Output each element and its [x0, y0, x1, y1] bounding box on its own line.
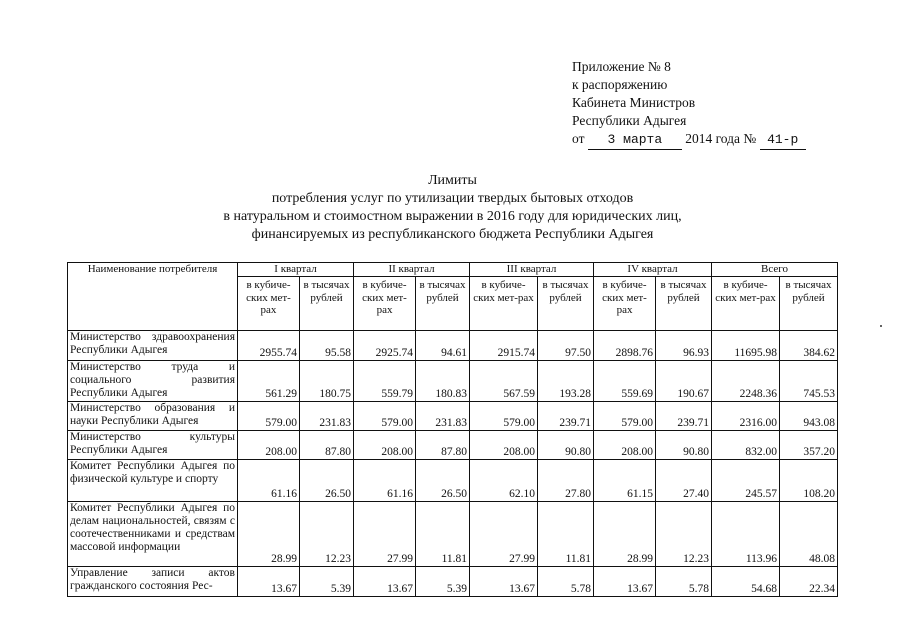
appendix-republic: Республики Адыгея [572, 113, 687, 128]
volume-cell: 28.99 [238, 502, 300, 567]
cost-cell: 11.81 [416, 502, 470, 567]
cost-cell: 94.61 [416, 331, 470, 361]
quarter-header-1: I квартал [238, 263, 354, 277]
volume-cell: 13.67 [238, 567, 300, 597]
table-body [68, 331, 838, 597]
table-row [68, 502, 838, 567]
cost-cell: 5.39 [416, 567, 470, 597]
cost-cell: 357.20 [780, 431, 838, 460]
quarter-header-4: IV квартал [594, 263, 712, 277]
cost-cell: 108.20 [780, 460, 838, 502]
table-row [68, 402, 838, 431]
volume-cell: 208.00 [354, 431, 416, 460]
cost-cell: 12.23 [656, 502, 712, 567]
cost-cell: 96.93 [656, 331, 712, 361]
volume-cell: 559.79 [354, 361, 416, 402]
volume-cell: 579.00 [354, 402, 416, 431]
consumer-name: Министерство культуры Республики Адыгея [68, 431, 238, 460]
cost-cell: 12.23 [300, 502, 354, 567]
volume-cell: 567.59 [470, 361, 538, 402]
volume-cell: 27.99 [354, 502, 416, 567]
unit-header-cost: в тысячах рублей [538, 277, 594, 331]
volume-cell: 2898.76 [594, 331, 656, 361]
cost-cell: 193.28 [538, 361, 594, 402]
consumer-name: Комитет Республики Адыгея по физической культуре и спорту [68, 460, 238, 502]
volume-cell: 2915.74 [470, 331, 538, 361]
cost-cell: 87.80 [416, 431, 470, 460]
unit-header-volume: в кубиче-ских мет-рах [238, 277, 300, 331]
table-row [68, 567, 838, 597]
volume-cell: 11695.98 [712, 331, 780, 361]
appendix-cabinet: Кабинета Министров [572, 95, 696, 110]
document-title [0, 172, 905, 244]
volume-cell: 559.69 [594, 361, 656, 402]
cost-cell: 384.62 [780, 331, 838, 361]
appendix-ref: к распоряжению [572, 77, 668, 92]
cost-cell: 239.71 [656, 402, 712, 431]
cost-cell: 97.50 [538, 331, 594, 361]
cost-cell: 48.08 [780, 502, 838, 567]
appendix-block [572, 58, 806, 150]
cost-cell: 231.83 [300, 402, 354, 431]
cost-cell: 943.08 [780, 402, 838, 431]
cost-cell: 26.50 [416, 460, 470, 502]
unit-header-cost: в тысячах рублей [780, 277, 838, 331]
unit-header-volume: в кубиче-ских мет-рах [594, 277, 656, 331]
title-line-1: Лимиты [428, 173, 477, 188]
cost-cell: 745.53 [780, 361, 838, 402]
consumer-name: Министерство образования и науки Республики Адыгея [68, 402, 238, 431]
consumer-name: Управление записи актов гражданского состояния Рес- [68, 567, 238, 597]
quarter-header-3: III квартал [470, 263, 594, 277]
cost-cell: 95.58 [300, 331, 354, 361]
volume-cell: 61.16 [354, 460, 416, 502]
volume-cell: 28.99 [594, 502, 656, 567]
unit-header-volume: в кубиче-ских мет-рах [354, 277, 416, 331]
order-date: 3 марта [588, 131, 682, 150]
limits-table [67, 262, 838, 597]
volume-cell: 245.57 [712, 460, 780, 502]
volume-cell: 579.00 [238, 402, 300, 431]
volume-cell: 13.67 [594, 567, 656, 597]
cost-cell: 5.78 [538, 567, 594, 597]
cost-cell: 27.80 [538, 460, 594, 502]
volume-cell: 13.67 [354, 567, 416, 597]
volume-cell: 13.67 [470, 567, 538, 597]
quarter-header-2: II квартал [354, 263, 470, 277]
total-header: Всего [712, 263, 838, 277]
from-label: от [572, 131, 585, 146]
cost-cell: 90.80 [656, 431, 712, 460]
cost-cell: 22.34 [780, 567, 838, 597]
consumer-name: Министерство труда и социального развития Республики Адыгея [68, 361, 238, 402]
table-row [68, 460, 838, 502]
scan-speck [880, 325, 882, 327]
table-row [68, 361, 838, 402]
unit-header-cost: в тысячах рублей [656, 277, 712, 331]
appendix-number: Приложение № 8 [572, 59, 671, 74]
volume-cell: 579.00 [594, 402, 656, 431]
appendix-date-line [572, 130, 806, 150]
volume-cell: 208.00 [470, 431, 538, 460]
cost-cell: 5.39 [300, 567, 354, 597]
consumer-name: Комитет Республики Адыгея по делам национальностей, связям с соотечественниками и средствам массовой информации [68, 502, 238, 567]
volume-cell: 2925.74 [354, 331, 416, 361]
volume-cell: 2248.36 [712, 361, 780, 402]
title-line-4: финансируемых из республиканского бюджета Республики Адыгея [251, 227, 654, 242]
cost-cell: 239.71 [538, 402, 594, 431]
volume-cell: 62.10 [470, 460, 538, 502]
cost-cell: 190.67 [656, 361, 712, 402]
cost-cell: 5.78 [656, 567, 712, 597]
cost-cell: 90.80 [538, 431, 594, 460]
unit-header-volume: в кубиче-ских мет-рах [712, 277, 780, 331]
volume-cell: 561.29 [238, 361, 300, 402]
cost-cell: 180.75 [300, 361, 354, 402]
table-row [68, 331, 838, 361]
volume-cell: 61.16 [238, 460, 300, 502]
consumer-name: Министерство здравоохранения Республики Адыгея [68, 331, 238, 361]
title-line-3: в натуральном и стоимостном выражении в 2016 году для юридических лиц, [223, 209, 682, 224]
volume-cell: 61.15 [594, 460, 656, 502]
cost-cell: 180.83 [416, 361, 470, 402]
volume-cell: 2955.74 [238, 331, 300, 361]
consumer-header: Наименование потребителя [68, 263, 238, 331]
volume-cell: 27.99 [470, 502, 538, 567]
cost-cell: 87.80 [300, 431, 354, 460]
title-line-2: потребления услуг по утилизации твердых бытовых отходов [271, 191, 634, 206]
unit-header-volume: в кубиче-ских мет-рах [470, 277, 538, 331]
order-number: 41-р [760, 131, 806, 150]
table-row [68, 431, 838, 460]
volume-cell: 208.00 [594, 431, 656, 460]
volume-cell: 579.00 [470, 402, 538, 431]
cost-cell: 26.50 [300, 460, 354, 502]
volume-cell: 2316.00 [712, 402, 780, 431]
volume-cell: 208.00 [238, 431, 300, 460]
year-text: 2014 года № [685, 131, 757, 146]
volume-cell: 54.68 [712, 567, 780, 597]
volume-cell: 832.00 [712, 431, 780, 460]
cost-cell: 27.40 [656, 460, 712, 502]
unit-header-cost: в тысячах рублей [416, 277, 470, 331]
volume-cell: 113.96 [712, 502, 780, 567]
unit-header-cost: в тысячах рублей [300, 277, 354, 331]
cost-cell: 231.83 [416, 402, 470, 431]
cost-cell: 11.81 [538, 502, 594, 567]
